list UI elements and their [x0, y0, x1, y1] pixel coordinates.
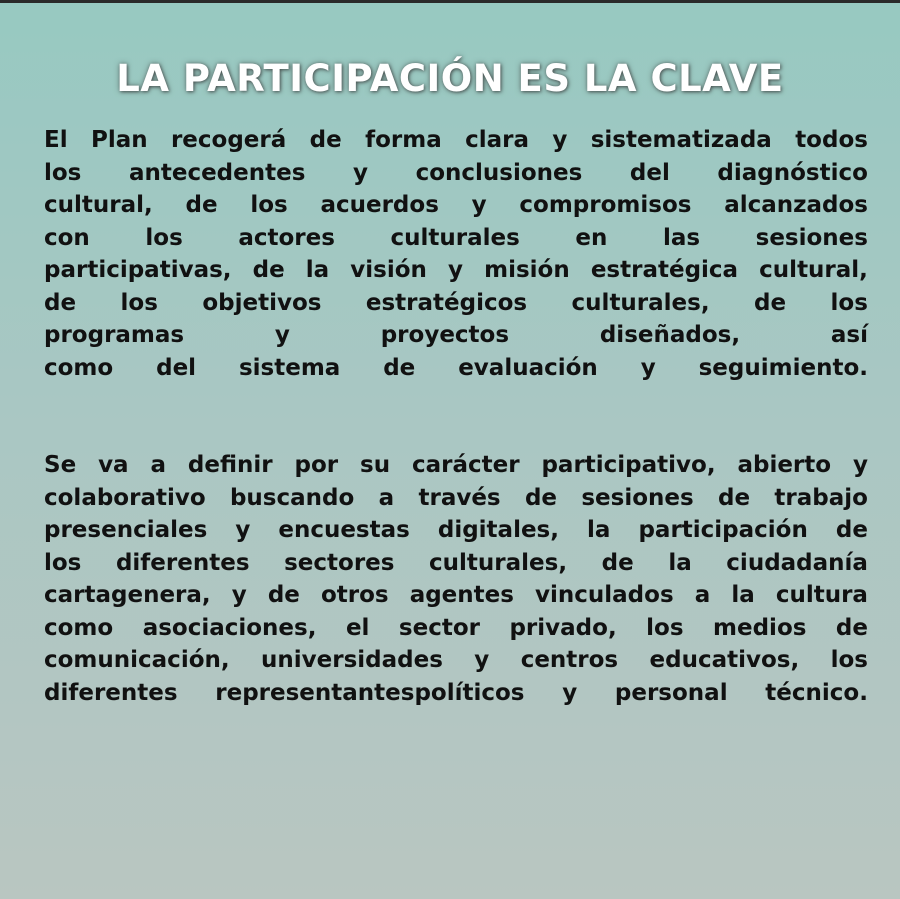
top-border — [0, 0, 900, 3]
text-line: como del sistema de evaluación y seguimiento. — [44, 354, 868, 381]
text-line: colaborativo buscando a través de sesiones de trabajo — [44, 484, 868, 511]
paragraph-plan — [44, 124, 868, 384]
page-title: LA PARTICIPACIÓN ES LA CLAVE — [116, 57, 784, 100]
text-line: de los objetivos estratégicos culturales, de los — [44, 289, 868, 316]
text-line: Se va a definir por su carácter participativo, abierto y — [44, 452, 868, 478]
text-line: presenciales y encuestas digitales, la participación de — [44, 517, 868, 543]
text-line: como asociaciones, el sector privado, los medios de — [44, 614, 868, 641]
text-line: cartagenera, y de otros agentes vinculados a la cultura — [44, 582, 868, 608]
text-line: participativas, de la visión y misión estratégica cultural, — [44, 257, 868, 283]
text-line: diferentes representantespolíticos y personal técnico. — [44, 679, 868, 706]
text-line: El Plan recogerá de forma clara y sistematizada todos — [44, 127, 868, 153]
text-line: programas y proyectos diseñados, así — [44, 322, 868, 348]
text-line: comunicación, universidades y centros educativos, los — [44, 647, 868, 673]
paragraph-participation — [44, 449, 868, 709]
text-line: los diferentes sectores culturales, de la ciudadanía — [44, 549, 868, 576]
text-line: los antecedentes y conclusiones del diagnóstico — [44, 159, 868, 186]
text-line: cultural, de los acuerdos y compromisos alcanzados — [44, 192, 868, 218]
text-line: con los actores culturales en las sesiones — [44, 224, 868, 251]
